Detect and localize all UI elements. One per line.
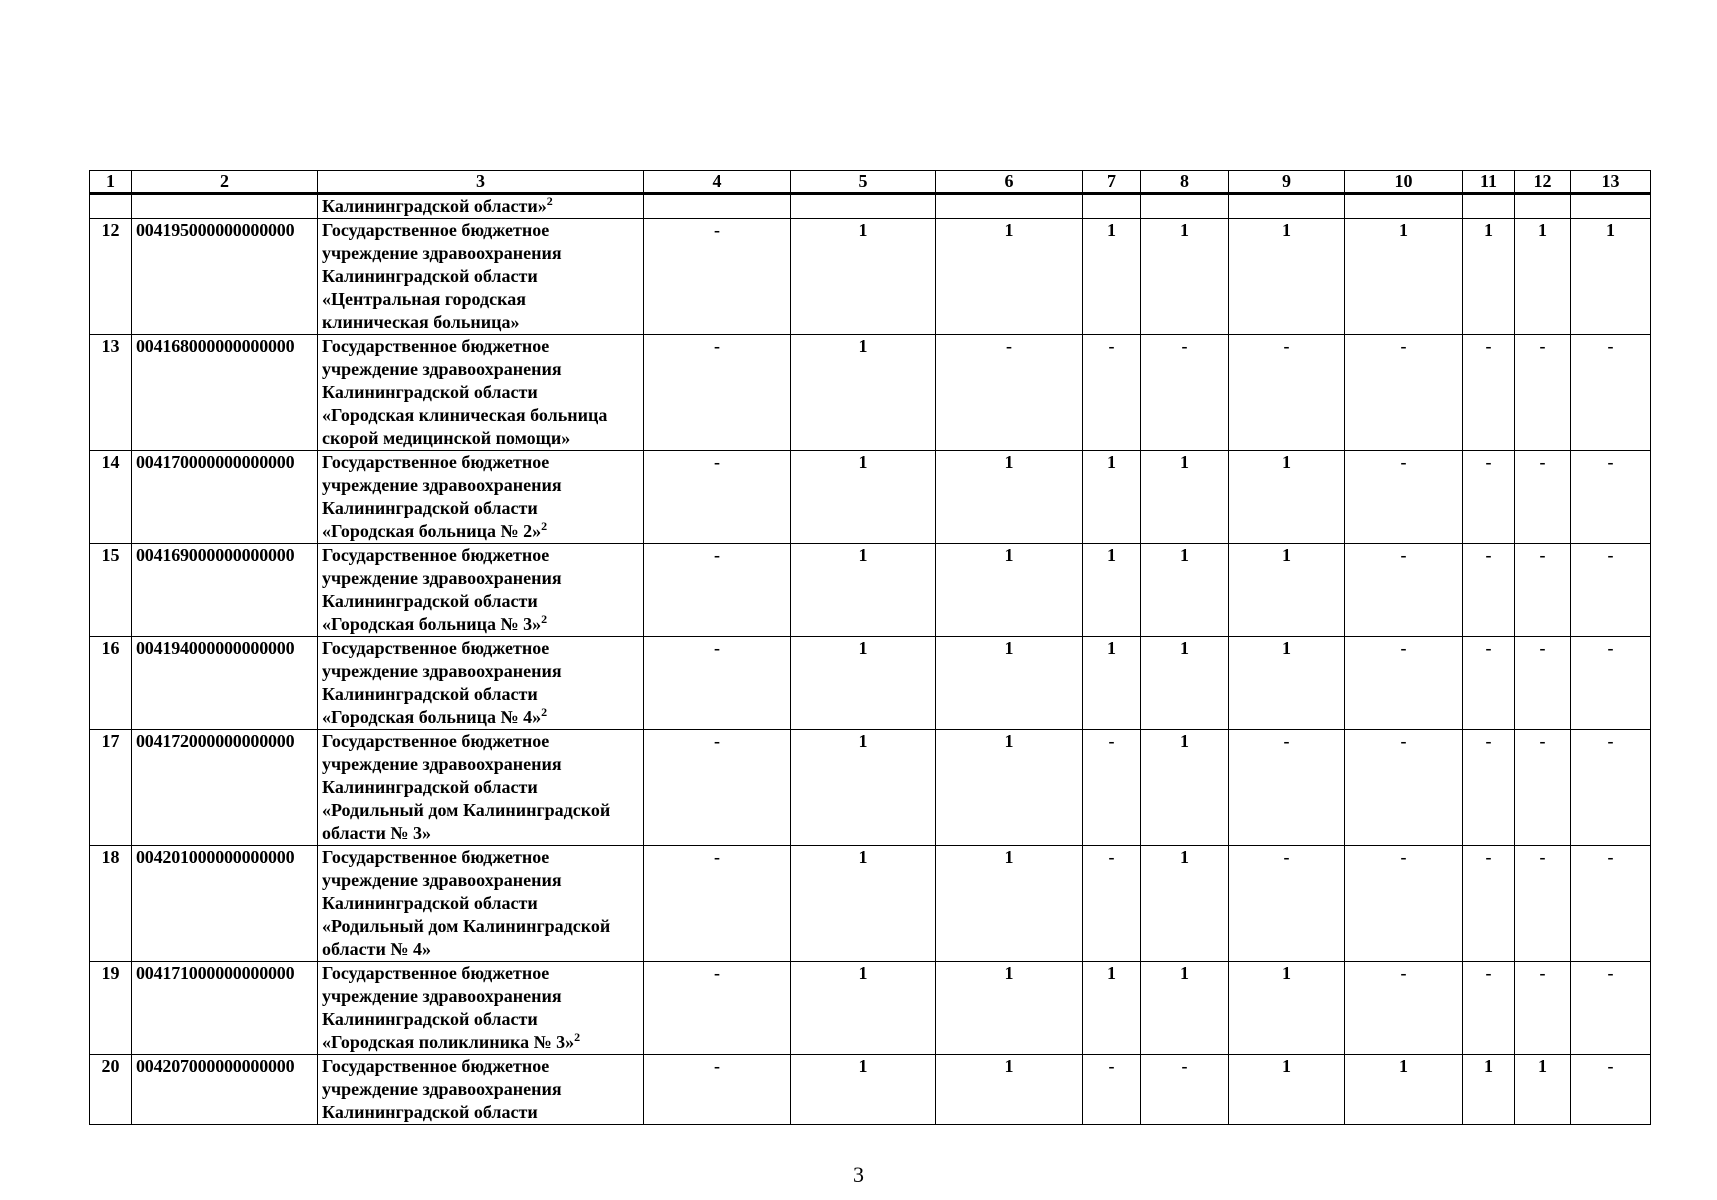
name-line — [322, 613, 639, 636]
value-cell: - — [1083, 335, 1141, 451]
value-cell: 1 — [1083, 451, 1141, 544]
value-cell: 1 — [791, 962, 936, 1055]
value-cell: 1 — [1345, 219, 1463, 335]
name-line-text: «Городская больница № 4» — [322, 707, 542, 727]
name-line — [322, 869, 639, 892]
name-line — [322, 962, 639, 985]
row-number: 16 — [90, 637, 132, 730]
table-row — [90, 219, 1651, 335]
value-cell: - — [1083, 846, 1141, 962]
value-cell: 1 — [936, 451, 1083, 544]
value-cell: - — [1571, 730, 1651, 846]
row-number: 13 — [90, 335, 132, 451]
name-line — [322, 590, 639, 613]
row-code: 004194000000000000 — [132, 637, 318, 730]
name-line — [322, 985, 639, 1008]
value-cell — [644, 194, 791, 219]
row-code: 004169000000000000 — [132, 544, 318, 637]
name-line — [322, 1055, 639, 1078]
row-name — [318, 544, 644, 637]
value-cell: 1 — [936, 846, 1083, 962]
name-line — [322, 706, 639, 729]
value-cell: 1 — [791, 219, 936, 335]
value-cell — [1463, 194, 1515, 219]
name-line-text: Калининградской области — [322, 591, 538, 611]
row-number: 20 — [90, 1055, 132, 1125]
value-cell: - — [1571, 544, 1651, 637]
name-line — [322, 404, 639, 427]
name-line — [322, 544, 639, 567]
value-cell: - — [644, 637, 791, 730]
value-cell: - — [1515, 846, 1571, 962]
name-line-text: скорой медицинской помощи» — [322, 428, 571, 448]
value-cell: 1 — [791, 637, 936, 730]
row-code: 004195000000000000 — [132, 219, 318, 335]
table-row — [90, 544, 1651, 637]
row-name — [318, 194, 644, 219]
value-cell: 1 — [1463, 1055, 1515, 1125]
name-line-text: Калининградской области — [322, 893, 538, 913]
column-header: 8 — [1141, 171, 1229, 194]
value-cell: 1 — [1515, 1055, 1571, 1125]
value-cell: - — [644, 219, 791, 335]
name-line — [322, 451, 639, 474]
name-line-text: Государственное бюджетное — [322, 1056, 550, 1076]
value-cell: 1 — [1229, 219, 1345, 335]
name-line-text: Государственное бюджетное — [322, 731, 550, 751]
value-cell: - — [1463, 544, 1515, 637]
name-line — [322, 1101, 639, 1124]
name-line-text: учреждение здравоохранения — [322, 1079, 562, 1099]
name-line — [322, 730, 639, 753]
name-line-text: Государственное бюджетное — [322, 220, 550, 240]
value-cell: - — [936, 335, 1083, 451]
column-header: 1 — [90, 171, 132, 194]
name-line — [322, 288, 639, 311]
name-line-text: Государственное бюджетное — [322, 336, 550, 356]
row-name — [318, 962, 644, 1055]
row-code: 004170000000000000 — [132, 451, 318, 544]
value-cell — [1083, 194, 1141, 219]
value-cell: 1 — [936, 544, 1083, 637]
column-header: 13 — [1571, 171, 1651, 194]
value-cell: - — [1571, 451, 1651, 544]
footnote-mark: 2 — [541, 612, 548, 626]
value-cell: 1 — [791, 451, 936, 544]
row-name — [318, 451, 644, 544]
value-cell: 1 — [791, 846, 936, 962]
value-cell: - — [1515, 544, 1571, 637]
name-line-text: Государственное бюджетное — [322, 847, 550, 867]
name-line — [322, 776, 639, 799]
name-line — [322, 938, 639, 961]
name-line — [322, 1031, 639, 1054]
value-cell: 1 — [1571, 219, 1651, 335]
column-header: 6 — [936, 171, 1083, 194]
value-cell: 1 — [791, 1055, 936, 1125]
column-header: 11 — [1463, 171, 1515, 194]
name-line-text: Калининградской области — [322, 1102, 538, 1122]
name-line-text: Калининградской области — [322, 266, 538, 286]
row-name — [318, 846, 644, 962]
name-line-text: учреждение здравоохранения — [322, 243, 562, 263]
name-line — [322, 335, 639, 358]
footnote-mark: 2 — [541, 519, 548, 533]
value-cell: 1 — [1083, 962, 1141, 1055]
value-cell — [1571, 194, 1651, 219]
value-cell: 1 — [1083, 219, 1141, 335]
name-line-text: учреждение здравоохранения — [322, 870, 562, 890]
name-line-text: области № 4» — [322, 939, 431, 959]
name-line — [322, 799, 639, 822]
value-cell: 1 — [1229, 637, 1345, 730]
table-row — [90, 962, 1651, 1055]
value-cell: 1 — [936, 730, 1083, 846]
value-cell: - — [1463, 451, 1515, 544]
name-line-text: Калининградской области — [322, 1009, 538, 1029]
value-cell: 1 — [1229, 451, 1345, 544]
value-cell: - — [644, 1055, 791, 1125]
column-header: 12 — [1515, 171, 1571, 194]
table-row — [90, 451, 1651, 544]
value-cell: - — [1345, 846, 1463, 962]
column-header: 10 — [1345, 171, 1463, 194]
column-header: 9 — [1229, 171, 1345, 194]
name-line — [322, 637, 639, 660]
value-cell: - — [1571, 962, 1651, 1055]
column-header: 7 — [1083, 171, 1141, 194]
column-header: 4 — [644, 171, 791, 194]
name-line-text: Калининградской области — [322, 777, 538, 797]
row-name — [318, 637, 644, 730]
name-line — [322, 822, 639, 845]
value-cell: - — [644, 730, 791, 846]
table-row-continuation — [90, 194, 1651, 219]
name-line — [322, 311, 639, 334]
value-cell: - — [1345, 730, 1463, 846]
column-header: 5 — [791, 171, 936, 194]
name-line-text: «Родильный дом Калининградской — [322, 916, 611, 936]
name-line — [322, 567, 639, 590]
row-name — [318, 335, 644, 451]
value-cell: - — [644, 962, 791, 1055]
value-cell: - — [1571, 637, 1651, 730]
name-line — [322, 195, 639, 218]
value-cell: - — [1515, 962, 1571, 1055]
name-line — [322, 753, 639, 776]
value-cell: 1 — [791, 335, 936, 451]
page-number: 3 — [853, 1162, 864, 1187]
value-cell: - — [1141, 335, 1229, 451]
name-line-text: учреждение здравоохранения — [322, 661, 562, 681]
value-cell: - — [1229, 730, 1345, 846]
name-line-text: Государственное бюджетное — [322, 638, 550, 658]
name-line-text: учреждение здравоохранения — [322, 475, 562, 495]
value-cell — [1345, 194, 1463, 219]
name-line-text: «Центральная городская — [322, 289, 526, 309]
row-number: 15 — [90, 544, 132, 637]
name-line-text: Калининградской области» — [322, 196, 547, 216]
footnote-mark: 2 — [546, 194, 553, 208]
name-line — [322, 381, 639, 404]
value-cell: 1 — [791, 730, 936, 846]
name-line-text: учреждение здравоохранения — [322, 754, 562, 774]
value-cell: 1 — [936, 219, 1083, 335]
value-cell: - — [1345, 335, 1463, 451]
value-cell: - — [1345, 451, 1463, 544]
name-line — [322, 683, 639, 706]
row-number: 12 — [90, 219, 132, 335]
value-cell: 1 — [1515, 219, 1571, 335]
table-row — [90, 846, 1651, 962]
row-name — [318, 1055, 644, 1125]
value-cell: 1 — [936, 637, 1083, 730]
value-cell: - — [1571, 846, 1651, 962]
value-cell: - — [1515, 637, 1571, 730]
value-cell: - — [644, 335, 791, 451]
footnote-mark: 2 — [541, 705, 548, 719]
value-cell: - — [1571, 1055, 1651, 1125]
value-cell: - — [644, 451, 791, 544]
value-cell: - — [1083, 730, 1141, 846]
name-line-text: «Городская больница № 3» — [322, 614, 542, 634]
name-line-text: Государственное бюджетное — [322, 452, 550, 472]
row-code — [132, 194, 318, 219]
value-cell — [1141, 194, 1229, 219]
name-line-text: учреждение здравоохранения — [322, 568, 562, 588]
name-line — [322, 846, 639, 869]
value-cell: 1 — [1141, 637, 1229, 730]
value-cell: 1 — [1083, 544, 1141, 637]
name-line-text: Калининградской области — [322, 684, 538, 704]
data-table — [89, 170, 1651, 1125]
value-cell: - — [1345, 544, 1463, 637]
value-cell: - — [1515, 730, 1571, 846]
value-cell: 1 — [1141, 730, 1229, 846]
value-cell: - — [644, 846, 791, 962]
value-cell: - — [1463, 335, 1515, 451]
value-cell: - — [1345, 962, 1463, 1055]
value-cell: 1 — [1229, 1055, 1345, 1125]
value-cell: - — [644, 544, 791, 637]
value-cell — [1229, 194, 1345, 219]
value-cell: - — [1463, 962, 1515, 1055]
value-cell: - — [1463, 637, 1515, 730]
value-cell: - — [1141, 1055, 1229, 1125]
name-line-text: «Городская поликлиника № 3» — [322, 1032, 575, 1052]
name-line-text: учреждение здравоохранения — [322, 359, 562, 379]
table-body — [90, 171, 1651, 1125]
value-cell: - — [1229, 846, 1345, 962]
value-cell: - — [1463, 730, 1515, 846]
name-line — [322, 1008, 639, 1031]
name-line-text: «Родильный дом Калининградской — [322, 800, 611, 820]
value-cell — [1515, 194, 1571, 219]
column-header: 2 — [132, 171, 318, 194]
row-code: 004201000000000000 — [132, 846, 318, 962]
value-cell: - — [1083, 1055, 1141, 1125]
row-name — [318, 219, 644, 335]
name-line-text: «Городская больница № 2» — [322, 521, 542, 541]
name-line-text: Государственное бюджетное — [322, 963, 550, 983]
value-cell: - — [1345, 637, 1463, 730]
name-line-text: области № 3» — [322, 823, 431, 843]
value-cell: 1 — [1229, 544, 1345, 637]
name-line — [322, 474, 639, 497]
row-code: 004168000000000000 — [132, 335, 318, 451]
name-line-text: клиническая больница» — [322, 312, 520, 332]
footnote-mark: 2 — [574, 1030, 581, 1044]
value-cell: 1 — [1141, 544, 1229, 637]
name-line-text: Калининградской области — [322, 382, 538, 402]
row-code: 004171000000000000 — [132, 962, 318, 1055]
row-number: 17 — [90, 730, 132, 846]
value-cell: 1 — [936, 1055, 1083, 1125]
name-line-text: Государственное бюджетное — [322, 545, 550, 565]
name-line — [322, 520, 639, 543]
name-line — [322, 1078, 639, 1101]
value-cell — [936, 194, 1083, 219]
value-cell: 1 — [1141, 962, 1229, 1055]
name-line-text: «Городская клиническая больница — [322, 405, 608, 425]
table-row — [90, 730, 1651, 846]
column-header: 3 — [318, 171, 644, 194]
row-number: 18 — [90, 846, 132, 962]
name-line — [322, 219, 639, 242]
value-cell: 1 — [1083, 637, 1141, 730]
name-line — [322, 265, 639, 288]
value-cell: 1 — [1345, 1055, 1463, 1125]
value-cell — [791, 194, 936, 219]
value-cell: - — [1229, 335, 1345, 451]
row-number: 14 — [90, 451, 132, 544]
value-cell: 1 — [1141, 451, 1229, 544]
row-number — [90, 194, 132, 219]
value-cell: 1 — [936, 962, 1083, 1055]
table-row — [90, 335, 1651, 451]
value-cell: - — [1515, 335, 1571, 451]
name-line — [322, 497, 639, 520]
name-line — [322, 915, 639, 938]
value-cell: 1 — [1463, 219, 1515, 335]
table-row — [90, 1055, 1651, 1125]
name-line — [322, 427, 639, 450]
value-cell: 1 — [1229, 962, 1345, 1055]
value-cell: - — [1571, 335, 1651, 451]
name-line-text: Калининградской области — [322, 498, 538, 518]
value-cell: - — [1463, 846, 1515, 962]
row-code: 004172000000000000 — [132, 730, 318, 846]
name-line — [322, 242, 639, 265]
value-cell: - — [1515, 451, 1571, 544]
name-line — [322, 660, 639, 683]
name-line — [322, 358, 639, 381]
row-name — [318, 730, 644, 846]
name-line — [322, 892, 639, 915]
value-cell: 1 — [1141, 846, 1229, 962]
row-number: 19 — [90, 962, 132, 1055]
header-row — [90, 171, 1651, 194]
value-cell: 1 — [1141, 219, 1229, 335]
name-line-text: учреждение здравоохранения — [322, 986, 562, 1006]
table-row — [90, 637, 1651, 730]
row-code: 004207000000000000 — [132, 1055, 318, 1125]
value-cell: 1 — [791, 544, 936, 637]
